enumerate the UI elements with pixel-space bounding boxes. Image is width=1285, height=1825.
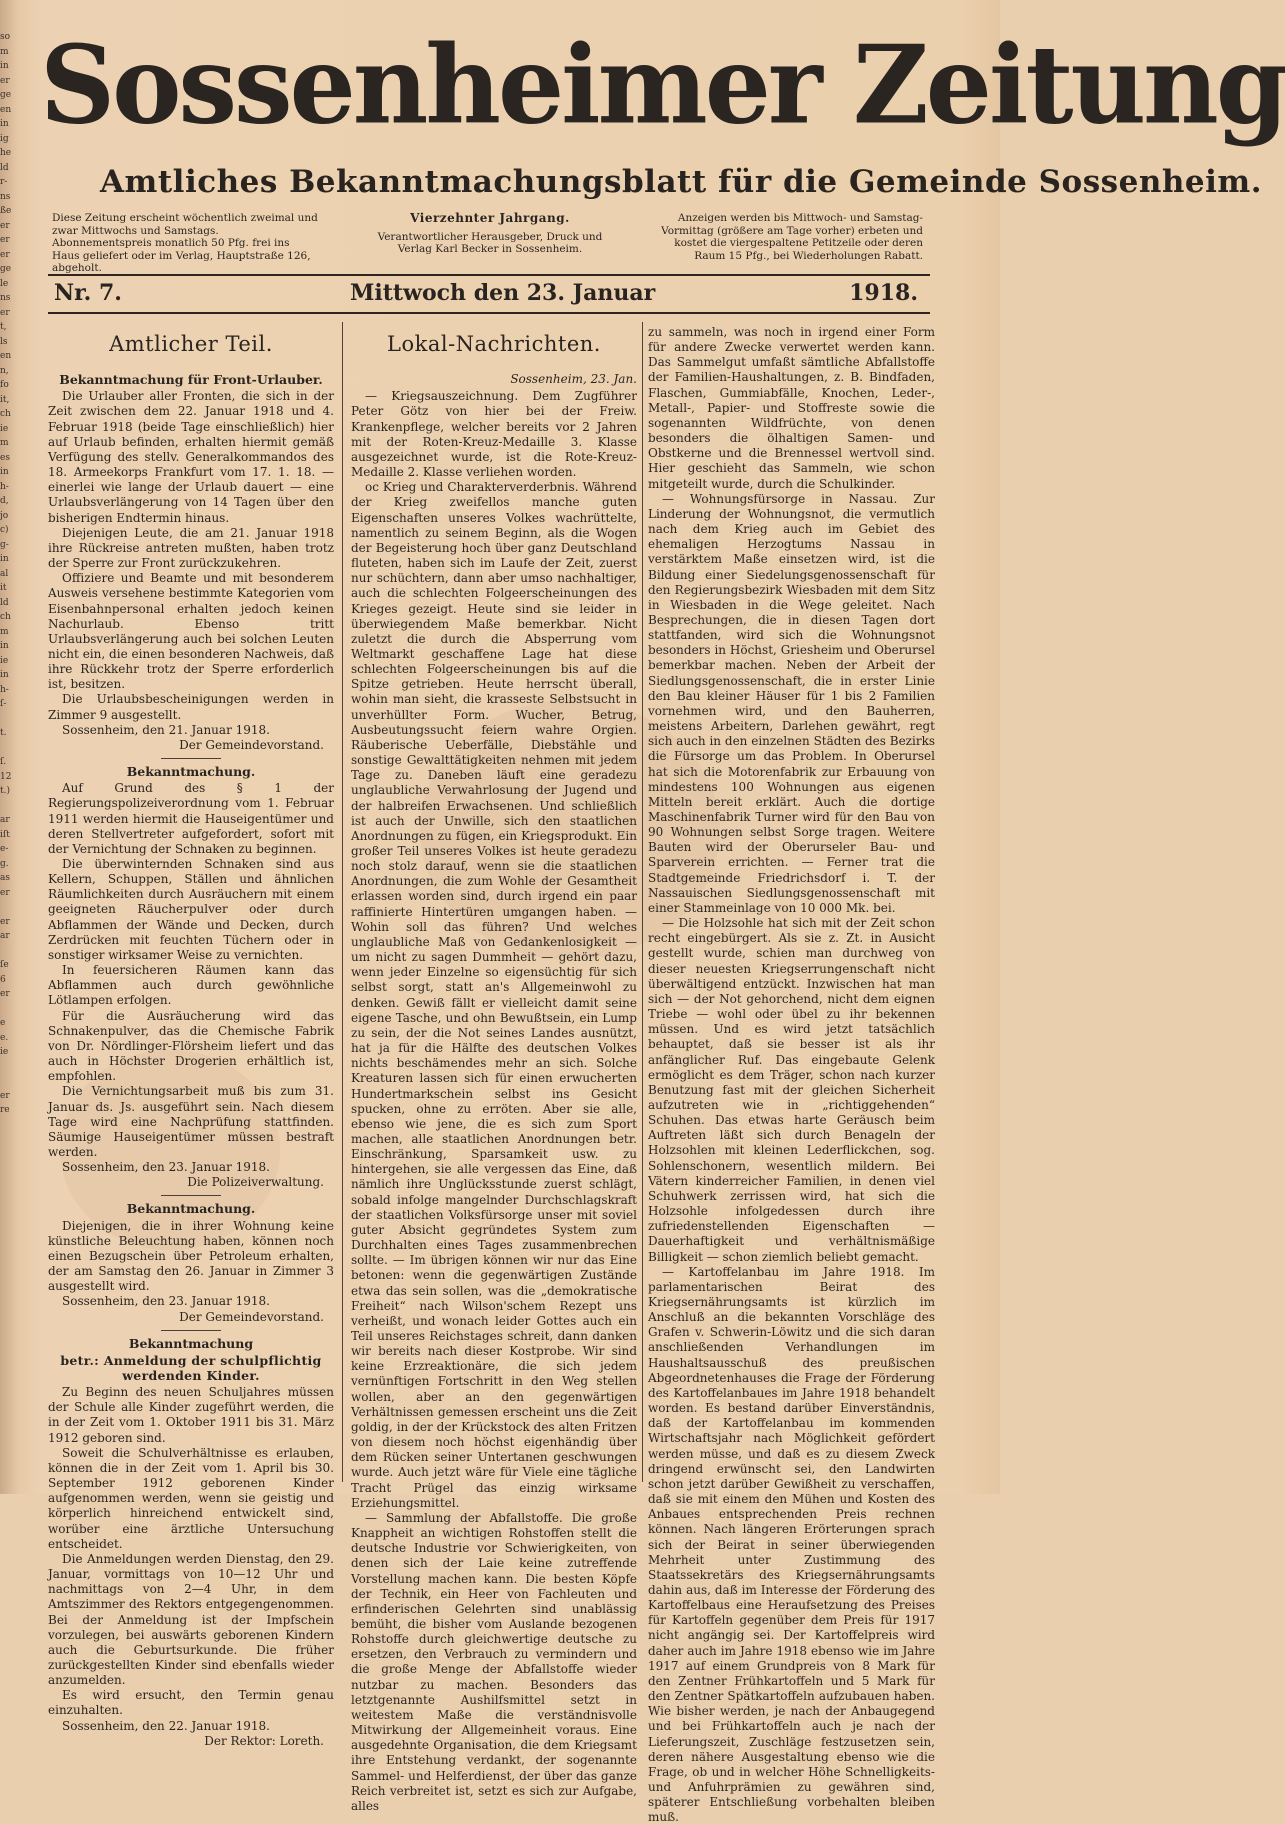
margin-fragment: fo [0, 380, 9, 390]
margin-fragment: en [0, 351, 12, 361]
margin-fragment: t, [0, 322, 7, 332]
advertising-info: Anzeigen werden bis Mittwoch- und Samstag-Vormittag (größere am Tage vorher) erbeten und kostet die viergespaltene Petitzeile oder deren Raum 15 Pfg., bei Wiederholungen Rabatt. [661, 212, 923, 262]
margin-fragment: ſ. [0, 757, 7, 767]
margin-fragment: ie [0, 655, 9, 666]
margin-fragment: in [0, 670, 9, 680]
margin-fragment: so [0, 32, 11, 42]
margin-fragment: it [0, 583, 7, 593]
margin-fragment: g- [0, 539, 9, 550]
margin-fragment [0, 944, 14, 959]
margin-fragment: c) [0, 525, 9, 535]
issue-date: Mittwoch den 23. Januar [350, 280, 656, 306]
margin-fragment: e [0, 1018, 6, 1028]
paragraph: Die Urlaubsbescheinigungen werden in Zimmer 9 ausgestellt. [48, 692, 334, 722]
paragraph: Die überwinternden Schnaken sind aus Kellern, Schuppen, Ställen und ähnlichen Räumlichkeiten durch Ausräuchern mit einem geeigneten Räucherpulver oder durch Abflammen der Wände und Decken, durch Zerdrücken mit feuchten Tüchern oder in sonstiger wirksamer Weise zu vernichten. [48, 857, 334, 962]
paragraph: Offiziere und Beamte und mit besonderem Ausweis versehene bestimmte Kategorien vom Eisenbahnpersonal erhalten jedoch keinen Nachurlaub. Ebenso tritt Urlaubsverlängerung auch bei solchen Leuten nicht ein, die einen besonderen Nachweis, daß ihre Rückkehr trotz der Sperre erforderlich ist, besitzen. [48, 571, 334, 692]
margin-fragment: ld [0, 162, 9, 173]
column-local-news [351, 325, 637, 1813]
announcement-title: Bekanntmachung. [126, 764, 256, 780]
margin-fragment [0, 712, 14, 727]
margin-fragment: in [0, 641, 9, 651]
margin-fragment: er [0, 75, 10, 86]
margin-fragment: m [0, 438, 9, 448]
publisher-line: Verantwortlicher Herausgeber, Druck und Verlag Karl Becker in Sossenheim. [377, 230, 603, 255]
margin-fragment: ße [0, 206, 12, 216]
section-title-official: Amtlicher Teil. [109, 332, 273, 356]
announcement-date: Sossenheim, den 23. Januar 1918. [62, 1294, 270, 1309]
margin-fragment: it, [0, 394, 10, 405]
margin-fragment: m [0, 46, 9, 57]
margin-fragment [0, 1060, 14, 1075]
margin-fragment: g. [0, 858, 9, 869]
margin-fragment: iſt [0, 829, 10, 840]
column-divider [342, 322, 343, 1482]
margin-fragment: ie [0, 423, 9, 434]
column-continued [648, 325, 935, 1825]
announcement-title: Bekanntmachung. [126, 1201, 256, 1217]
news-item: — Die Holzsohle hat sich mit der Zeit schon recht eingebürgert. Als sie z. Zt. in Ausicht gestellt wurde, schien man durchweg von dieser neuesten Kriegserrungenschaft nicht überwältigend entzückt. Inzwischen hat man sich — der Not gehorchend, nicht dem eignen Triebe — wohl oder übel zu ihr bekennen müssen. Und es wird jetzt tatsächlich behauptet, daß sie besser ist als ihr anfänglicher Ruf. Das eingebaute Gelenk ermöglicht es dem Träger, schon nach kurzer Benutzung fast mit der gleichen Sicherheit aufzutreten wie in „richtiggehenden“ Schuhen. Das etwas harte Geräusch beim Auftreten läßt sich durch Benageln der Holzsohlen mit kleinen Lederflickchen, sog. Sohlenschonern, wesentlich mildern. Bei Vätern kinderreicher Familien, in denen viel Schuhwerk zerrissen wird, hat sich die Holzsohle infolgedessen durch ihre zufriedenstellenden Eigenschaften — Dauerhaftigkeit und verhältnismäßige Billigkeit — schon ziemlich beliebt gemacht. [648, 916, 935, 1264]
margin-fragment: m [0, 626, 9, 637]
paragraph: Auf Grund des § 1 der Regierungspolizeiverordnung vom 1. Februar 1911 werden hiermit die Hauseigentümer und deren Stellvertreter aufgefordert, sofort mit der Vernichtung der Schnaken zu beginnen. [48, 781, 334, 856]
announcement-subtitle: betr.: Anmeldung der schulpflichtig werdenden Kinder. [60, 1352, 322, 1383]
announcement-title: Bekanntmachung für Front-Urlauber. [59, 372, 323, 388]
margin-fragment: n, [0, 365, 9, 376]
margin-fragment [0, 900, 14, 915]
margin-fragment: er [0, 235, 10, 245]
paragraph: Die Urlauber aller Fronten, die sich in der Zeit zwischen dem 22. Januar 1918 und 4. Februar 1918 (beide Tage einschließlich) hier auf Urlaub befinden, erhalten hiermit gemäß Verfügung des stellv. Generalkommandos des 18. Armeekorps Frankfurt vom 17. 1. 18. — einerlei wie lange der Urlaub dauert — eine Urlaubsverlängerung von 14 Tagen über den bisherigen Endtermin hinaus. [48, 389, 334, 525]
paragraph: Für die Ausräucherung wird das Schnakenpulver, das die Chemische Fabrik von Dr. Nördlinger-Flörsheim liefert und das auch in Höchster Drogerien erhältlich ist, empfohlen. [48, 1008, 334, 1084]
news-item: — Kriegsauszeichnung. Dem Zugführer Peter Götz von hier bei der Freiw. Krankenpflege, welcher bereits vor 2 Jahren mit der Roten-Kreuz-Medaille 3. Klasse ausgezeichnet wurde, ist die Rote-Kreuz-Medaille 2. Klasse verliehen worden. [351, 389, 637, 480]
paragraph: Diejenigen Leute, die am 21. Januar 1918 ihre Rückreise antreten mußten, haben trotz der Sperre zur Front zurückzukehren. [48, 525, 334, 571]
announcement-signature: Der Gemeindevorstand. [179, 1309, 324, 1324]
margin-fragment: er [0, 249, 10, 260]
margin-fragment: re [0, 1105, 10, 1115]
margin-fragment [0, 799, 14, 814]
news-item: — Sammlung der Abfallstoffe. Die große Knappheit an wichtigen Rohstoffen stellt die deutsche Industrie vor Schwierigkeiten, von denen sich der Laie keine zutreffende Vorstellung machen kann. Die besten Köpfe der Technik, ein Heer von Fachleuten und erfinderischen Gelehrten sind unablässig bemüht, die bisher vom Auslande bezogenen Rohstoffe durch gleichwertige deutsche zu ersetzen, den Verbrauch zu vermindern und die große Menge der Abfallstoffe wieder nutzbar zu machen. Besonders das letztgenannte Aushilfsmittel setzt in weitestem Maße die verständnisvolle Mitwirkung der Allgemeinheit voraus. Eine ausgedehnte Organisation, die dem Kriegsamt ihre Entstehung verdankt, der sogenannte Sammel- und Helferdienst, der über das ganze Reich verbreitet ist, setzt es sich zur Aufgabe, alles [351, 1510, 637, 1813]
margin-fragment: h- [0, 481, 9, 492]
margin-fragment: d, [0, 496, 9, 506]
dateline [50, 280, 930, 308]
margin-fragment: e. [0, 1032, 9, 1043]
margin-fragment: in [0, 467, 9, 477]
margin-fragment: he [0, 148, 12, 158]
margin-fragment [0, 1132, 14, 1147]
announcement-signature: Der Gemeindevorstand. [179, 737, 324, 752]
margin-fragment [0, 1002, 14, 1017]
dateline-place: Sossenheim, 23. Jan. [510, 372, 637, 387]
issue-number: Nr. 7. [54, 280, 122, 306]
divider [161, 758, 221, 759]
column-official [48, 325, 334, 1748]
margin-fragment: en [0, 104, 12, 115]
margin-fragment: ns [0, 293, 11, 303]
news-item-continued: zu sammeln, was noch in irgend einer Form für andere Zwecke verwertet werden kann. Das Sammelgut umfaßt sämtliche Abfallstoffe der Familien-Haushaltungen, z. B. Bindfaden, Flaschen, Gummiabfälle, Knochen, Leder-, Metall-, Papier- und Stoffreste sowie die sogenannten Wildfrüchte, von denen besonders die ölhaltigen Samen- und Obstkerne und die Brennessel wertvoll sind. Hier geschieht das Sammeln, wie schon mitgeteilt wurde, durch die Schulkinder. [648, 325, 935, 491]
margin-fragment: es [0, 452, 10, 463]
paragraph: Zu Beginn des neuen Schuljahres müssen der Schule alle Kinder zugeführt werden, die in der Zeit vom 1. Oktober 1911 bis 31. März 1912 geboren sind. [48, 1385, 334, 1445]
masthead-title: Sossenheimer Zeitung [40, 20, 1285, 149]
margin-fragment: ls [0, 336, 8, 347]
margin-fragment: t. [0, 728, 7, 738]
margin-fragment: 12 [0, 771, 12, 782]
margin-fragment: ge [0, 264, 12, 274]
margin-fragment: al [0, 568, 9, 579]
divider [161, 1195, 221, 1196]
margin-fragment: le [0, 278, 9, 289]
margin-fragment [0, 1074, 14, 1089]
announcement-date: Sossenheim, den 22. Januar 1918. [62, 1718, 270, 1733]
margin-fragment: ch [0, 409, 11, 419]
margin-fragment: ns [0, 191, 11, 202]
margin-fragment: in [0, 119, 9, 129]
announcement-signature: Die Polizeiverwaltung. [187, 1175, 324, 1190]
announcement-date: Sossenheim, den 21. Januar 1918. [62, 722, 270, 737]
volume-year: Vierzehnter Jahrgang. [410, 211, 570, 225]
header-rule-top [48, 274, 930, 276]
margin-fragment: ar [0, 815, 10, 825]
column-divider [642, 322, 643, 1482]
margin-fragment: as [0, 873, 10, 883]
header-rule-bottom [48, 312, 930, 314]
margin-fragment: er [0, 916, 10, 927]
margin-fragment: ar [0, 931, 10, 941]
margin-fragment: ld [0, 597, 9, 608]
margin-fragment: 6 [0, 974, 6, 985]
margin-fragment [0, 741, 14, 756]
paragraph: Es wird ersucht, den Termin genau einzuhalten. [48, 1688, 334, 1718]
margin-fragment: er [0, 887, 10, 898]
divider [161, 1330, 221, 1331]
issue-year: 1918. [849, 280, 918, 306]
announcement-signature: Der Rektor: Loreth. [204, 1733, 324, 1748]
adjacent-page-margin [0, 30, 14, 1470]
margin-fragment: t.) [0, 786, 10, 796]
margin-fragment: ie [0, 1047, 9, 1057]
paragraph: Die Anmeldungen werden Dienstag, den 29. Januar, vormittags von 10—12 Uhr und nachmittags von 2—4 Uhr, in dem Amtszimmer des Rektors entgegengenommen. Bei der Anmeldung ist der Impfschein vorzulegen, bei auswärts geborenen Kindern auch die Geburtsurkunde. Die früher zurückgestellten Kinder sind ebenfalls wieder anzumelden. [48, 1551, 334, 1688]
announcement-title: Bekanntmachung [128, 1335, 254, 1351]
paragraph: Diejenigen, die in ihrer Wohnung keine künstliche Beleuchtung haben, können noch einen Bezugschein über Petroleum erhalten, der am Samstag den 26. Januar in Zimmer 3 ausgestellt wird. [48, 1218, 334, 1294]
margin-fragment: ſ- [0, 699, 7, 709]
margin-fragment: er [0, 220, 10, 231]
margin-fragment: er [0, 989, 10, 999]
margin-fragment: r- [0, 177, 8, 187]
margin-fragment: e- [0, 844, 9, 854]
news-item: — Wohnungsfürsorge in Nassau. Zur Linderung der Wohnungsnot, die vermutlich nach dem Krieg auch im Gebiet des ehemaligen Herzogtums Nassau in verstärktem Maße einsetzen wird, ist die Bildung einer Siedelungsgenossenschaft für den Regierungsbezirk Wiesbaden mit dem Sitz in Wiesbaden in die Wege geleitet. Nach Besprechungen, die in diesen Tagen dort stattfanden, wird sich die Wohnungsnot besonders in Höchst, Griesheim und Oberursel bemerkbar machen. Neben der Arbeit der Siedlungsgenossenschaft, die in erster Linie den Bau kleiner Häuser für 1 bis 2 Familien vornehmen wird, und den Bauherren, meistens Arbeitern, Darlehen gewährt, regt sich auch in den einzelnen Städten des Bezirks die Fürsorge um das Problem. In Oberursel hat sich die Motorenfabrik zur Erbauung von mindestens 100 Wohnungen aus eigenen Mitteln bereit erklärt. Auch die dortige Maschinenfabrik Turner wird für den Bau von 90 Wohnungen selbst Sorge tragen. Weitere Bauten wird der Oberurseler Bau- und Sparverein errichten. — Ferner trat die Stadtgemeinde Friedrichsdorf i. T. der Nassauischen Siedlungsgenossenschaft mit einer Stammeinlage von 10 000 Mk. bei. [648, 491, 935, 915]
margin-fragment: ſe [0, 960, 9, 970]
masthead-subtitle: Amtliches Bekanntmachungsblatt für die Gemeinde Sossenheim. [100, 164, 1263, 200]
paragraph: Soweit die Schulverhältnisse es erlauben, können die in der Zeit vom 1. April bis 30. September 1912 geborenen Kinder aufgenommen werden, wenn sie geistig und körperlich hinreichend entwickelt sind, worüber eine ärztliche Untersuchung entscheidet. [48, 1445, 334, 1551]
publisher-info [365, 212, 615, 256]
margin-fragment: ge [0, 90, 12, 100]
paragraph: Die Vernichtungsarbeit muß bis zum 31. Januar ds. Js. ausgeführt sein. Nach diesem Tage wird eine Nachprüfung stattfinden. Säumige Hauseigentümer müssen bestraft werden. [48, 1084, 334, 1159]
news-item: — Kartoffelanbau im Jahre 1918. Im parlamentarischen Beirat des Kriegsernährungsamts ist kürzlich im Anschluß an die bekannten Vorschläge des Grafen v. Schwerin-Löwitz und die sich daran anschließenden Verhandlungen im Haushaltsausschuß des preußischen Abgeordnetenhauses die Frage der Förderung des Kartoffelanbaues im Jahre 1918 behandelt worden. Es bestand darüber Einverständnis, daß der Kartoffelanbau im kommenden Wirtschaftsjahr nach Möglichkeit gefördert werden müsse, und daß es zu diesem Zweck dringend erwünscht sei, den Landwirten schon jetzt darüber Gewißheit zu verschaffen, daß sie mit einem den Mühen und Kosten des Anbaues entsprechenden Preis rechnen können. Nach längeren Erörterungen sprach sich der Beirat in seiner überwiegenden Mehrheit unter Zustimmung des Staatssekretärs des Kriegsernährungsamts dahin aus, daß im Interesse der Förderung des Kartoffelbaus eine Heraufsetzung des Preises für Kartoffeln gegenüber dem Preis für 1917 nicht angängig sei. Der Kartoffelpreis wird daher auch im Jahre 1918 ebenso wie im Jahre 1917 auf einem Grundpreis von 8 Mark für den Zentner Frühkartoffeln und 5 Mark für den Zentner Spätkartoffeln aufzubauen haben. Wie bisher werden, je nach der Anbaugegend und bei Frühkartoffeln auch je nach der Lieferungszeit, Zuschläge festzusetzen sein, deren nähere Ausgestaltung ebenso wie die Frage, ob und in welcher Höhe Schnelligkeits- und Anfuhrprämien zu gewähren sind, späterer Entschließung vorbehalten bleiben muß. [648, 1264, 935, 1825]
section-title-local: Lokal-Nachrichten. [387, 332, 601, 356]
paragraph: In feuersicheren Räumen kann das Abflammen auch durch gewöhnliche Lötlampen erfolgen. [48, 963, 334, 1008]
subscription-info: Diese Zeitung erscheint wöchentlich zweimal und zwar Mittwochs und Samstags. Abonnementspreis monatlich 50 Pfg. frei ins Haus geliefert oder im Verlag, Hauptstraße 126, abgeholt. [52, 212, 318, 274]
margin-fragment [0, 1118, 14, 1133]
margin-fragment: jo [0, 510, 9, 521]
announcement-date: Sossenheim, den 23. Januar 1918. [62, 1160, 270, 1175]
margin-fragment: h- [0, 684, 9, 695]
margin-fragment: in [0, 554, 9, 564]
margin-fragment: er [0, 307, 10, 318]
margin-fragment: ig [0, 133, 9, 144]
margin-fragment: ch [0, 612, 11, 622]
margin-fragment: in [0, 61, 9, 71]
margin-fragment: er [0, 1090, 10, 1101]
news-item: oc Krieg und Charakterverderbnis. Während der Krieg zweifellos manche guten Eigenschaften unseres Volkes wachrüttelte, namentlich zu seinem Beginn, als die Wogen der Begeisterung hoch über ganz Deutschland fluteten, haben sich im Laufe der Zeit, zuerst nur schüchtern, dann aber umso nachhaltiger, auch die schlechten Folgeerscheinungen des Krieges gezeigt. Heute sind sie leider in überwiegendem Maße bemerkbar. Nicht zuletzt die durch die Absperrung vom Weltmarkt geschaffene Lage hat diese schlechten Folgeerscheinungen bis auf die Spitze getrieben. Heute herrscht überall, wohin man sieht, die krasseste Selbstsucht in unverhüllter Form. Wucher, Betrug, Ausbeutungssucht feiern wahre Orgien. Räuberische Ueberfälle, Diebstähle und sonstige Gewalttätigkeiten nehmen mit jedem Tage zu. Daneben läuft eine geradezu unglaubliche Verwahrlosung der Jugend und der halbreifen Erwachsenen. Und schließlich ist auch der Unwille, sich den staatlichen Anordnungen zu fügen, ein Kriegsprodukt. Ein großer Teil unseres Volkes ist heute geradezu noch stolz darauf, wenn sie die staatlichen Anordnungen, die zum Wohle der Gesamtheit erlassen worden sind, durch irgend ein paar raffinierte Hintertüren umgangen haben. — Wohin soll das führen? Und welches unglaubliche Maß von Gedankenlosigkeit — um nicht zu sagen Dummheit — gehört dazu, wenn jeder Einzelne so eigensüchtig für sich selbst sorgt, statt an's Allgemeinwohl zu denken. Gewiß fällt er vielleicht damit seine eigene Tasche, und ohn Bewußtsein, ein Lump zu sein, der die Not seines Landes ausnützt, hat ja für die Hälfte des deutschen Volkes nichts beschämendes mehr an sich. Solche Kreaturen lassen sich für einen erwucherten Hundertmarkschein selbst ins Gesicht spucken, ohne zu erröten. Aber sie alle, ebenso wie jene, die es sich zum Sport machen, alle staatlichen Anordnungen betr. Einschränkung, Sparsamkeit usw. zu hintergehen, sie alle vergessen das Eine, daß nämlich ihre Unglücksstunde zuerst schlägt, sobald infolge mangelnder Durchschlagskraft der staatlichen Volksfürsorge unser mit soviel guter Absicht gegründetes System zum Durchhalten eines Tages zusammenbrechen sollte. — Im übrigen können wir nur das Eine betonen: wenn die gegenwärtigen Zustände etwa das sein sollen, was die „demokratische Freiheit“ nach Wilson'schem Rezept uns verheißt, und wonach leider Gottes auch ein Teil unseres Reichstages schreit, dann danken wir bereits nach dieser Kostprobe. Wir sind keine Erzreaktionäre, die sich jedem vernünftigen Fortschritt in den Weg stellen wollen, aber an den gegenwärtigen Verhältnissen gemessen erscheint uns die Zeit goldig, in der der Krückstock des alten Fritzen von diesem noch höchst eigenhändig über dem Rücken seiner Untertanen geschwungen wurde. Auch jetzt wäre für Viele eine tägliche Tracht Prügel das einzig wirksame Erziehungsmittel. [351, 480, 637, 1510]
